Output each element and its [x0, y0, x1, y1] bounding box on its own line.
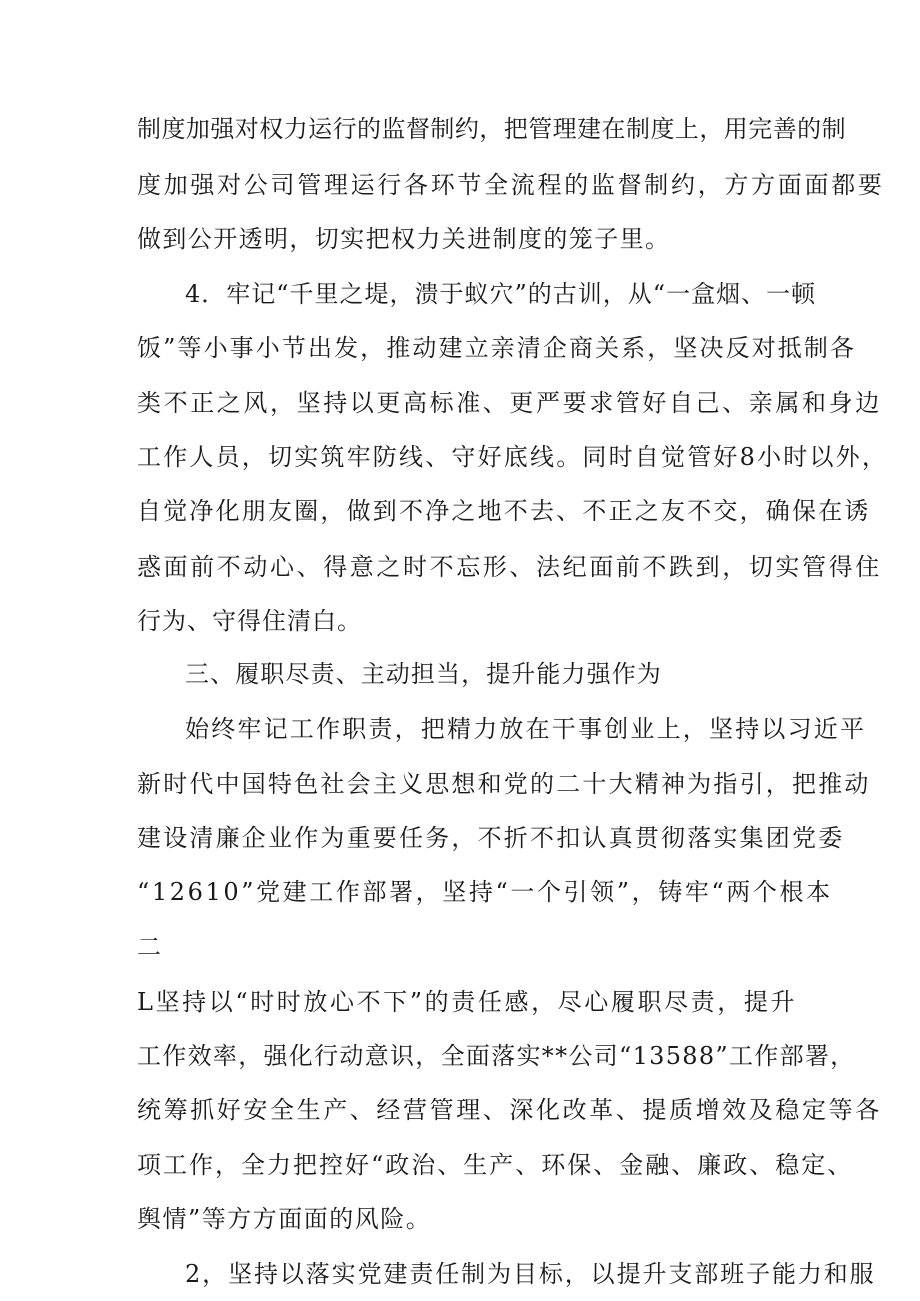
- paragraph-line-9: 惑面前不动心、得意之时不忘形、法纪面前不跌到，切实管得住: [137, 553, 882, 581]
- paragraph-line-8: 自觉净化朋友圈，做到不净之地不去、不正之友不交，确保在诱: [137, 497, 871, 525]
- paragraph-line-16: 二: [137, 933, 161, 961]
- paragraph-line-2: 度加强对公司管理运行各环节全流程的监督制约，方方面面都要: [137, 171, 885, 199]
- paragraph-line-5: 饭”等小事小节出发，推动建立亲清企商关系，坚决反对抵制各: [137, 334, 857, 362]
- paragraph-line-22: 2，坚持以落实党建责任制为目标，以提升支部班子能力和服: [185, 1260, 876, 1288]
- paragraph-line-13: 新时代中国特色社会主义思想和党的二十大精神为指引，把推动: [137, 770, 871, 798]
- paragraph-line-3: 做到公开透明，切实把权力关进制度的笼子里。: [137, 225, 671, 253]
- paragraph-line-14: 建设清廉企业作为重要任务，不折不扣认真贯彻落实集团党委: [137, 824, 845, 852]
- paragraph-line-15: “12610”党建工作部署，坚持“一个引领”，铸牢“两个根本: [137, 878, 833, 906]
- paragraph-line-17: L坚持以“时时放心不下”的责任感，尽心履职尽责，提升: [137, 988, 798, 1016]
- paragraph-line-12: 始终牢记工作职责，把精力放在干事创业上，坚持以习近平: [185, 715, 867, 743]
- paragraph-line-19: 统筹抓好安全生产、经营管理、深化改革、提质增效及稳定等各: [137, 1096, 882, 1124]
- paragraph-line-10: 行为、守得住清白。: [137, 607, 362, 635]
- paragraph-line-21: 舆情”等方方面面的风险。: [137, 1205, 432, 1233]
- paragraph-line-7: 工作人员，切实筑牢防线、守好底线。同时自觉管好8小时以外，: [137, 443, 889, 471]
- paragraph-line-1: 制度加强对权力运行的监督制约，把管理建在制度上，用完善的制: [137, 115, 847, 143]
- paragraph-line-4: 4．牢记“千里之堤，溃于蚁穴”的古训，从“一盒烟、一顿: [185, 280, 817, 308]
- paragraph-line-20: 项工作，全力把控好“政治、生产、环保、金融、廉政、稳定、: [137, 1151, 854, 1179]
- section-heading: 三、履职尽责、主动担当，提升能力强作为: [185, 660, 662, 688]
- paragraph-line-18: 工作效率，强化行动意识，全面落实**公司“13588”工作部署，: [137, 1042, 856, 1070]
- paragraph-line-6: 类不正之风，坚持以更高标准、更严要求管好自己、亲属和身边: [137, 389, 882, 417]
